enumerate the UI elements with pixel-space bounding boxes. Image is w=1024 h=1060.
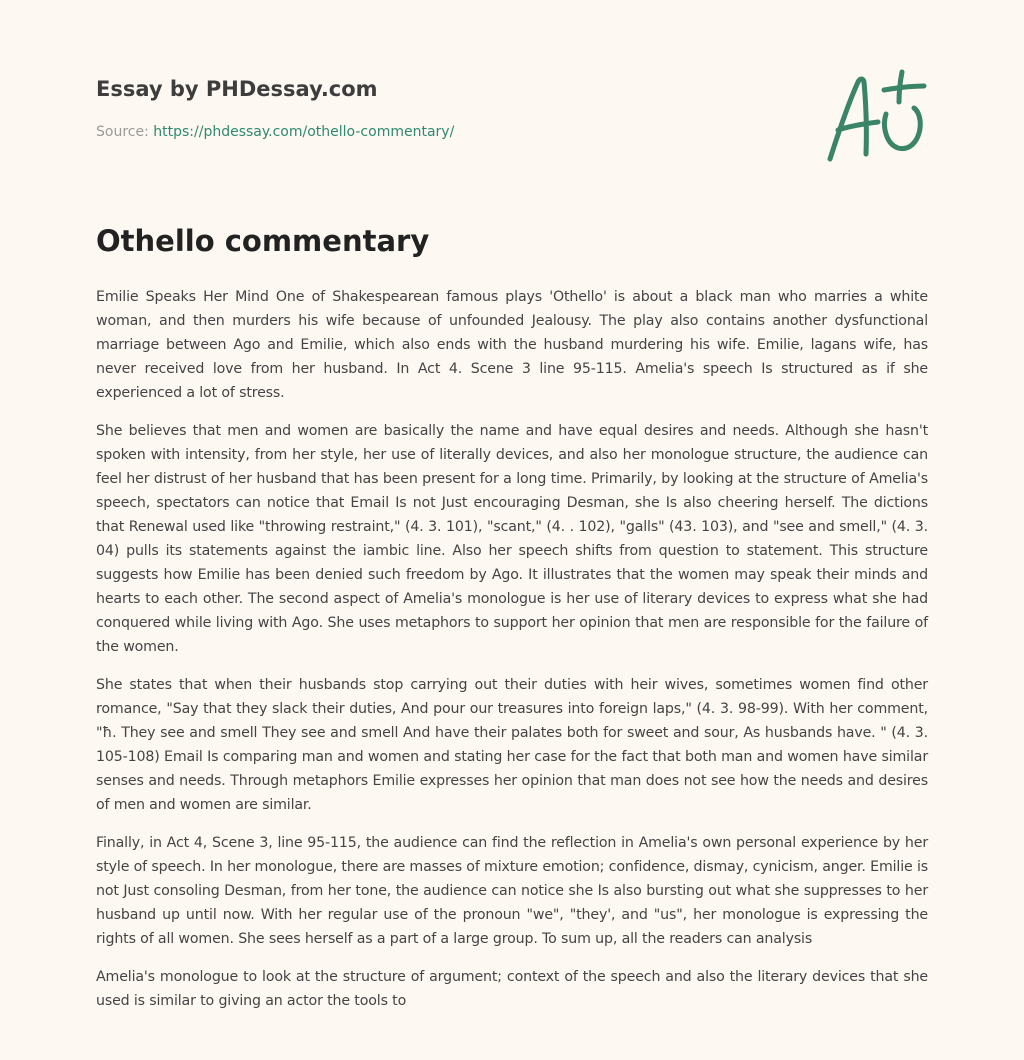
paragraph: Amelia's monologue to look at the structure of argument; context of the speech and also the literary devices that she used is similar to giving an actor the tools to (96, 969, 928, 1009)
paragraph: Finally, in Act 4, Scene 3, line 95-115, the audience can find the reflection in Amelia's own personal experience by her style of speech. In her monologue, there are masses of mixture emotion; confidence, dismay, cynicism, anger. Emilie is not Just consoling Desman, from her tone, the audience can notice she Is also bursting out what she suppresses to her husband up until now. With her regular use of the pronoun "we", "they', and "us", her monologue is expressing the rights of all women. She sees herself as a part of a large group. To sum up, all the readers can analysis (96, 835, 928, 947)
source-label: Source: (96, 124, 154, 140)
site-title: Essay by PHDessay.com (96, 77, 378, 101)
paragraph: She believes that men and women are basically the name and have equal desires and needs. Although she hasn't spoken with intensity, from her style, her use of literally devices, and also her monologue structure, the audience can feel her distrust of her husband that has been present for a long time. Primarily, by looking at the structure of Amelia's speech, spectators can notice that Email Is not Just encouraging Desman, she Is also cheering herself. The dictions that Renewal used like "throwing restraint," (4. 3. 101), "scant," (4. . 102), "galls" (43. 103), and "see and smell," (4. 3. 04) pulls its statements against the iambic line. Also her speech shifts from question to statement. This structure suggests how Emilie has been denied such freedom by Ago. It illustrates that the women may speak their minds and hearts to each other. The second aspect of Amelia's monologue is her use of literary devices to express what she had conquered while living with Ago. She uses metaphors to support her opinion that men are responsible for the failure of the women. (96, 423, 928, 655)
source-line (96, 124, 454, 140)
a-plus-logo-icon (820, 64, 930, 164)
document-title: Othello commentary (96, 224, 430, 258)
paragraph: She states that when their husbands stop carrying out their duties with heir wives, sometimes women find other romance, "Say that they slack their duties, And pour our treasures into foreign laps," (4. 3. 98-99). With her comment, "ħ. They see and smell They see and smell And have their palates both for sweet and sour, As husbands have. " (4. 3. 105-108) Email Is comparing man and women and stating her case for the fact that both man and women have similar senses and needs. Through metaphors Emilie expresses her opinion that man does not see how the needs and desires of men and women are similar. (96, 677, 928, 813)
essay-body (96, 285, 928, 1027)
source-link[interactable]: https://phdessay.com/othello-commentary/ (153, 124, 455, 140)
paragraph: Emilie Speaks Her Mind One of Shakespearean famous plays 'Othello' is about a black man who marries a white woman, and then murders his wife because of unfounded Jealousy. The play also contains another dysfunctional marriage between Ago and Emilie, which also ends with the husband murdering his wife. Emilie, lagans wife, has never received love from her husband. In Act 4. Scene 3 line 95-115. Amelia's speech Is structured as if she experienced a lot of stress. (96, 289, 928, 401)
